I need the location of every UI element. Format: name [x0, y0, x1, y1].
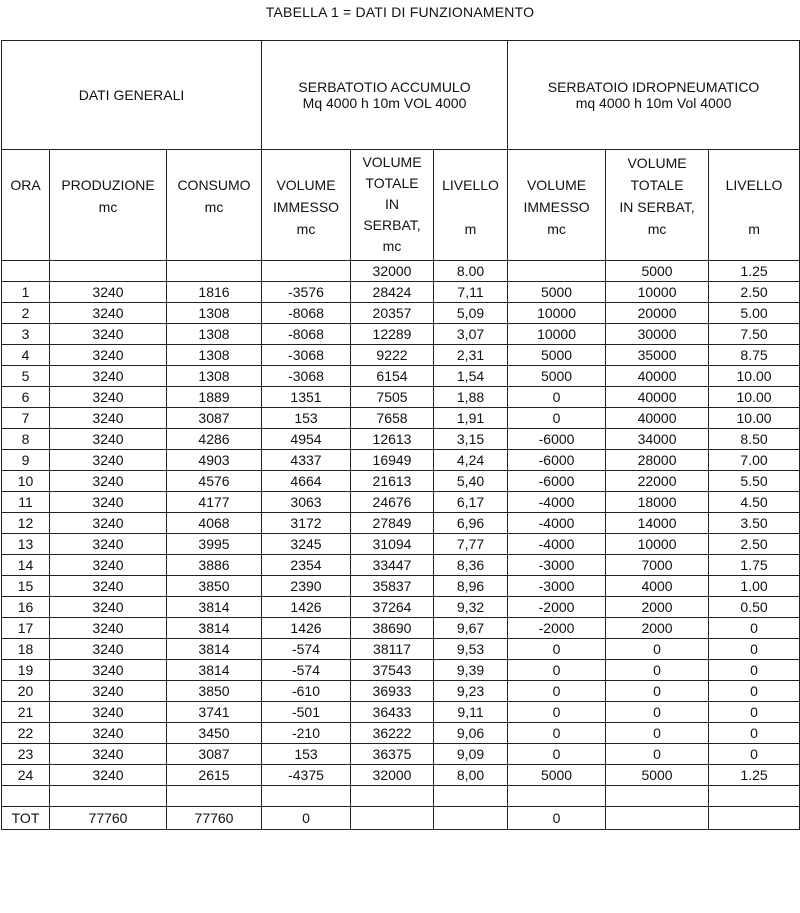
- cell-livello-accumulo: 5,40: [434, 471, 508, 492]
- cell-volume-totale-accumulo: 37264: [351, 597, 434, 618]
- cell-livello-accumulo: 9,09: [434, 744, 508, 765]
- cell-consumo: 4068: [167, 513, 262, 534]
- header-volume-totale-accumulo: VOLUME TOTALE IN SERBAT, mc: [351, 150, 434, 261]
- table-row: [2, 681, 800, 702]
- cell-ora: 10: [2, 471, 50, 492]
- cell-ora: 16: [2, 597, 50, 618]
- cell-livello-accumulo: 4,24: [434, 450, 508, 471]
- cell-volume-totale-accumulo: 9222: [351, 345, 434, 366]
- cell-livello-idro: 5.00: [709, 303, 800, 324]
- cell-consumo: 3814: [167, 618, 262, 639]
- cell-produzione: 3240: [50, 366, 167, 387]
- cell-consumo: 3995: [167, 534, 262, 555]
- empty-cell: [606, 786, 709, 807]
- cell-volume-totale-accumulo: 24676: [351, 492, 434, 513]
- cell-volume-immesso-accumulo: [262, 261, 351, 282]
- cell-volume-immesso-idro: 5000: [508, 282, 606, 303]
- total-livello-idro: [709, 807, 800, 830]
- cell-produzione: 3240: [50, 513, 167, 534]
- group-accumulo: [262, 41, 508, 150]
- table-row: [2, 492, 800, 513]
- cell-volume-immesso-accumulo: 3172: [262, 513, 351, 534]
- cell-livello-accumulo: 6,96: [434, 513, 508, 534]
- group-header-row: [2, 41, 800, 150]
- cell-consumo: 3814: [167, 639, 262, 660]
- cell-produzione: 3240: [50, 744, 167, 765]
- cell-ora: 5: [2, 366, 50, 387]
- table-row: [2, 471, 800, 492]
- table-row: [2, 702, 800, 723]
- cell-produzione: 3240: [50, 723, 167, 744]
- total-volume-totale-accumulo: [351, 807, 434, 830]
- empty-cell: [709, 786, 800, 807]
- cell-ora: 19: [2, 660, 50, 681]
- empty-cell: [351, 786, 434, 807]
- cell-volume-immesso-idro: -3000: [508, 576, 606, 597]
- cell-volume-totale-accumulo: 7505: [351, 387, 434, 408]
- cell-volume-immesso-accumulo: 1351: [262, 387, 351, 408]
- cell-volume-totale-accumulo: 33447: [351, 555, 434, 576]
- cell-consumo: 3814: [167, 597, 262, 618]
- cell-ora: 22: [2, 723, 50, 744]
- total-volume-totale-idro: [606, 807, 709, 830]
- cell-consumo: 1308: [167, 366, 262, 387]
- header-volume-immesso-idro: VOLUME IMMESSO mc: [508, 150, 606, 261]
- cell-produzione: 3240: [50, 660, 167, 681]
- group-general-label: DATI GENERALI: [78, 87, 185, 103]
- cell-volume-immesso-accumulo: 153: [262, 744, 351, 765]
- cell-volume-immesso-idro: 10000: [508, 324, 606, 345]
- header-livello-idro: LIVELLO m: [709, 150, 800, 261]
- cell-livello-idro: 10.00: [709, 387, 800, 408]
- cell-volume-totale-accumulo: 16949: [351, 450, 434, 471]
- cell-volume-immesso-idro: [508, 261, 606, 282]
- cell-volume-totale-accumulo: 35837: [351, 576, 434, 597]
- cell-volume-immesso-idro: -6000: [508, 429, 606, 450]
- cell-consumo: 1889: [167, 387, 262, 408]
- cell-volume-totale-idro: 10000: [606, 282, 709, 303]
- cell-livello-accumulo: 9,53: [434, 639, 508, 660]
- cell-volume-totale-idro: 10000: [606, 534, 709, 555]
- cell-volume-totale-accumulo: 32000: [351, 261, 434, 282]
- cell-volume-totale-accumulo: 7658: [351, 408, 434, 429]
- cell-ora: 13: [2, 534, 50, 555]
- cell-volume-totale-idro: 40000: [606, 387, 709, 408]
- cell-livello-accumulo: 1,91: [434, 408, 508, 429]
- cell-consumo: 3814: [167, 660, 262, 681]
- cell-livello-accumulo: 3,15: [434, 429, 508, 450]
- cell-ora: 11: [2, 492, 50, 513]
- cell-volume-immesso-idro: -4000: [508, 534, 606, 555]
- cell-livello-idro: 0: [709, 660, 800, 681]
- cell-volume-immesso-accumulo: -3576: [262, 282, 351, 303]
- total-consumo: 77760: [167, 807, 262, 830]
- table-row: [2, 660, 800, 681]
- group-idropneumatico: [508, 41, 800, 150]
- cell-volume-totale-idro: 18000: [606, 492, 709, 513]
- cell-volume-immesso-idro: 0: [508, 681, 606, 702]
- header-ora: ORA: [2, 150, 50, 261]
- cell-produzione: 3240: [50, 303, 167, 324]
- cell-volume-totale-idro: 0: [606, 639, 709, 660]
- table-row: [2, 324, 800, 345]
- total-row: [2, 807, 800, 830]
- cell-consumo: 3886: [167, 555, 262, 576]
- cell-produzione: 3240: [50, 597, 167, 618]
- cell-livello-idro: 1.25: [709, 765, 800, 786]
- cell-livello-idro: 1.75: [709, 555, 800, 576]
- cell-livello-accumulo: 8.00: [434, 261, 508, 282]
- cell-volume-immesso-idro: 0: [508, 744, 606, 765]
- table-row: [2, 618, 800, 639]
- cell-livello-idro: 0: [709, 639, 800, 660]
- cell-consumo: 1308: [167, 345, 262, 366]
- header-consumo: CONSUMO mc: [167, 150, 262, 261]
- group-accumulo-specs: Mq 4000 h 10m VOL 4000: [302, 95, 467, 111]
- cell-livello-idro: 7.00: [709, 450, 800, 471]
- cell-volume-immesso-idro: -2000: [508, 597, 606, 618]
- cell-volume-immesso-idro: -6000: [508, 471, 606, 492]
- total-volume-immesso-idro: 0: [508, 807, 606, 830]
- cell-ora: 3: [2, 324, 50, 345]
- cell-ora: 4: [2, 345, 50, 366]
- cell-ora: 2: [2, 303, 50, 324]
- table-row: [2, 303, 800, 324]
- cell-volume-totale-accumulo: 38117: [351, 639, 434, 660]
- cell-volume-totale-accumulo: 36433: [351, 702, 434, 723]
- table-row: [2, 366, 800, 387]
- table-row: [2, 261, 800, 282]
- cell-volume-totale-idro: 2000: [606, 618, 709, 639]
- cell-volume-totale-idro: 35000: [606, 345, 709, 366]
- cell-volume-immesso-accumulo: 4954: [262, 429, 351, 450]
- cell-livello-accumulo: 8,96: [434, 576, 508, 597]
- cell-livello-idro: 4.50: [709, 492, 800, 513]
- cell-livello-idro: 2.50: [709, 534, 800, 555]
- cell-produzione: 3240: [50, 450, 167, 471]
- cell-ora: 8: [2, 429, 50, 450]
- table-row: [2, 513, 800, 534]
- cell-consumo: 3087: [167, 744, 262, 765]
- cell-ora: 23: [2, 744, 50, 765]
- cell-volume-immesso-accumulo: 1426: [262, 618, 351, 639]
- cell-consumo: 1308: [167, 324, 262, 345]
- cell-livello-accumulo: 7,77: [434, 534, 508, 555]
- cell-livello-idro: 0.50: [709, 597, 800, 618]
- cell-livello-accumulo: 9,11: [434, 702, 508, 723]
- table-row: [2, 387, 800, 408]
- cell-volume-immesso-idro: 5000: [508, 366, 606, 387]
- cell-consumo: 4177: [167, 492, 262, 513]
- cell-volume-immesso-accumulo: 4337: [262, 450, 351, 471]
- cell-volume-immesso-idro: 0: [508, 702, 606, 723]
- table-row: [2, 345, 800, 366]
- cell-volume-totale-idro: 34000: [606, 429, 709, 450]
- cell-produzione: 3240: [50, 765, 167, 786]
- group-idro-specs: mq 4000 h 10m Vol 4000: [575, 95, 732, 111]
- cell-volume-immesso-idro: -6000: [508, 450, 606, 471]
- cell-volume-immesso-idro: 5000: [508, 345, 606, 366]
- cell-volume-immesso-idro: 5000: [508, 765, 606, 786]
- table-row: [2, 576, 800, 597]
- cell-produzione: 3240: [50, 471, 167, 492]
- cell-produzione: 3240: [50, 492, 167, 513]
- cell-volume-immesso-accumulo: 1426: [262, 597, 351, 618]
- cell-consumo: 4286: [167, 429, 262, 450]
- cell-produzione: 3240: [50, 702, 167, 723]
- cell-volume-totale-idro: 5000: [606, 765, 709, 786]
- cell-livello-idro: 3.50: [709, 513, 800, 534]
- cell-volume-totale-idro: 7000: [606, 555, 709, 576]
- cell-livello-idro: 2.50: [709, 282, 800, 303]
- cell-volume-immesso-accumulo: -501: [262, 702, 351, 723]
- cell-volume-totale-idro: 2000: [606, 597, 709, 618]
- cell-livello-accumulo: 7,11: [434, 282, 508, 303]
- cell-volume-totale-accumulo: 38690: [351, 618, 434, 639]
- table-row: [2, 639, 800, 660]
- cell-volume-totale-idro: 28000: [606, 450, 709, 471]
- cell-livello-idro: 5.50: [709, 471, 800, 492]
- cell-produzione: [50, 261, 167, 282]
- cell-produzione: 3240: [50, 576, 167, 597]
- total-ora: TOT: [2, 807, 50, 830]
- cell-volume-immesso-idro: -3000: [508, 555, 606, 576]
- table-row: [2, 723, 800, 744]
- total-volume-immesso-accumulo: 0: [262, 807, 351, 830]
- empty-cell: [167, 786, 262, 807]
- cell-produzione: 3240: [50, 345, 167, 366]
- cell-consumo: 3741: [167, 702, 262, 723]
- cell-volume-totale-idro: 22000: [606, 471, 709, 492]
- cell-ora: 7: [2, 408, 50, 429]
- cell-volume-immesso-idro: 0: [508, 723, 606, 744]
- cell-volume-immesso-accumulo: 2354: [262, 555, 351, 576]
- table-row: [2, 765, 800, 786]
- cell-produzione: 3240: [50, 429, 167, 450]
- cell-livello-accumulo: 9,06: [434, 723, 508, 744]
- cell-volume-totale-accumulo: 31094: [351, 534, 434, 555]
- cell-volume-totale-idro: 5000: [606, 261, 709, 282]
- cell-livello-accumulo: 1,54: [434, 366, 508, 387]
- cell-consumo: 3450: [167, 723, 262, 744]
- cell-volume-immesso-accumulo: 3063: [262, 492, 351, 513]
- cell-consumo: 2615: [167, 765, 262, 786]
- cell-volume-immesso-idro: -4000: [508, 513, 606, 534]
- empty-cell: [434, 786, 508, 807]
- cell-volume-immesso-accumulo: 2390: [262, 576, 351, 597]
- cell-ora: 18: [2, 639, 50, 660]
- cell-ora: 6: [2, 387, 50, 408]
- cell-livello-idro: 1.00: [709, 576, 800, 597]
- table-row: [2, 555, 800, 576]
- cell-volume-immesso-accumulo: -8068: [262, 324, 351, 345]
- cell-volume-immesso-accumulo: -4375: [262, 765, 351, 786]
- table-row: [2, 534, 800, 555]
- table-row: [2, 429, 800, 450]
- cell-volume-totale-accumulo: 28424: [351, 282, 434, 303]
- blank-row: [2, 786, 800, 807]
- cell-volume-immesso-idro: -4000: [508, 492, 606, 513]
- table-row: [2, 408, 800, 429]
- cell-livello-accumulo: 2,31: [434, 345, 508, 366]
- cell-volume-immesso-accumulo: -610: [262, 681, 351, 702]
- cell-ora: [2, 261, 50, 282]
- group-idro-title: SERBATOIO IDROPNEUMATICO: [547, 79, 760, 95]
- table-row: [2, 597, 800, 618]
- cell-livello-accumulo: 8,00: [434, 765, 508, 786]
- cell-volume-immesso-accumulo: -3068: [262, 366, 351, 387]
- empty-cell: [50, 786, 167, 807]
- header-volume-immesso-accumulo: VOLUME IMMESSO mc: [262, 150, 351, 261]
- cell-volume-immesso-idro: 0: [508, 660, 606, 681]
- cell-livello-accumulo: 1,88: [434, 387, 508, 408]
- cell-produzione: 3240: [50, 408, 167, 429]
- cell-livello-accumulo: 9,67: [434, 618, 508, 639]
- cell-produzione: 3240: [50, 282, 167, 303]
- header-volume-totale-idro: VOLUME TOTALE IN SERBAT, mc: [606, 150, 709, 261]
- group-general: [2, 41, 262, 150]
- cell-livello-idro: 10.00: [709, 408, 800, 429]
- cell-consumo: 3087: [167, 408, 262, 429]
- cell-livello-idro: 8.50: [709, 429, 800, 450]
- cell-produzione: 3240: [50, 324, 167, 345]
- cell-volume-totale-idro: 14000: [606, 513, 709, 534]
- table-row: [2, 744, 800, 765]
- cell-consumo: 4576: [167, 471, 262, 492]
- cell-ora: 12: [2, 513, 50, 534]
- cell-volume-totale-idro: 0: [606, 744, 709, 765]
- cell-consumo: 4903: [167, 450, 262, 471]
- operating-data-table: [1, 40, 800, 830]
- cell-volume-totale-idro: 0: [606, 723, 709, 744]
- total-produzione: 77760: [50, 807, 167, 830]
- group-accumulo-title: SERBATOTIO ACCUMULO: [298, 79, 471, 95]
- cell-volume-immesso-accumulo: -574: [262, 660, 351, 681]
- cell-livello-idro: 1.25: [709, 261, 800, 282]
- cell-ora: 1: [2, 282, 50, 303]
- cell-livello-accumulo: 5,09: [434, 303, 508, 324]
- cell-volume-totale-idro: 0: [606, 702, 709, 723]
- empty-cell: [262, 786, 351, 807]
- cell-volume-totale-accumulo: 6154: [351, 366, 434, 387]
- cell-livello-accumulo: 3,07: [434, 324, 508, 345]
- cell-livello-idro: 8.75: [709, 345, 800, 366]
- cell-volume-totale-idro: 20000: [606, 303, 709, 324]
- cell-livello-accumulo: 6,17: [434, 492, 508, 513]
- cell-livello-idro: 10.00: [709, 366, 800, 387]
- cell-consumo: 3850: [167, 681, 262, 702]
- cell-livello-accumulo: 8,36: [434, 555, 508, 576]
- cell-volume-immesso-accumulo: -574: [262, 639, 351, 660]
- cell-volume-totale-accumulo: 27849: [351, 513, 434, 534]
- cell-produzione: 3240: [50, 681, 167, 702]
- cell-consumo: 1308: [167, 303, 262, 324]
- cell-volume-totale-accumulo: 36933: [351, 681, 434, 702]
- cell-volume-immesso-accumulo: 153: [262, 408, 351, 429]
- column-header-row: [2, 150, 800, 261]
- total-livello-accumulo: [434, 807, 508, 830]
- cell-livello-idro: 0: [709, 681, 800, 702]
- cell-volume-totale-accumulo: 12613: [351, 429, 434, 450]
- header-produzione: PRODUZIONE mc: [50, 150, 167, 261]
- cell-consumo: 3850: [167, 576, 262, 597]
- cell-livello-accumulo: 9,39: [434, 660, 508, 681]
- cell-volume-totale-idro: 40000: [606, 408, 709, 429]
- cell-livello-idro: 0: [709, 702, 800, 723]
- cell-volume-immesso-idro: 10000: [508, 303, 606, 324]
- cell-livello-idro: 0: [709, 618, 800, 639]
- cell-ora: 21: [2, 702, 50, 723]
- cell-volume-totale-idro: 40000: [606, 366, 709, 387]
- cell-produzione: 3240: [50, 639, 167, 660]
- cell-consumo: [167, 261, 262, 282]
- table-row: [2, 282, 800, 303]
- cell-volume-totale-accumulo: 36375: [351, 744, 434, 765]
- cell-volume-totale-accumulo: 21613: [351, 471, 434, 492]
- cell-volume-immesso-idro: -2000: [508, 618, 606, 639]
- cell-volume-immesso-accumulo: -3068: [262, 345, 351, 366]
- cell-ora: 17: [2, 618, 50, 639]
- cell-livello-accumulo: 9,23: [434, 681, 508, 702]
- cell-ora: 9: [2, 450, 50, 471]
- cell-produzione: 3240: [50, 387, 167, 408]
- cell-volume-totale-idro: 0: [606, 660, 709, 681]
- cell-ora: 20: [2, 681, 50, 702]
- cell-volume-immesso-idro: 0: [508, 639, 606, 660]
- table-row: [2, 450, 800, 471]
- cell-ora: 24: [2, 765, 50, 786]
- cell-volume-immesso-idro: 0: [508, 387, 606, 408]
- cell-livello-accumulo: 9,32: [434, 597, 508, 618]
- cell-volume-totale-idro: 4000: [606, 576, 709, 597]
- cell-volume-immesso-accumulo: -8068: [262, 303, 351, 324]
- cell-volume-totale-accumulo: 37543: [351, 660, 434, 681]
- cell-livello-idro: 0: [709, 723, 800, 744]
- cell-produzione: 3240: [50, 618, 167, 639]
- cell-volume-totale-idro: 30000: [606, 324, 709, 345]
- cell-ora: 15: [2, 576, 50, 597]
- cell-volume-totale-accumulo: 20357: [351, 303, 434, 324]
- cell-volume-totale-accumulo: 32000: [351, 765, 434, 786]
- cell-produzione: 3240: [50, 534, 167, 555]
- cell-produzione: 3240: [50, 555, 167, 576]
- cell-livello-idro: 7.50: [709, 324, 800, 345]
- cell-livello-idro: 0: [709, 744, 800, 765]
- empty-cell: [2, 786, 50, 807]
- cell-volume-immesso-idro: 0: [508, 408, 606, 429]
- header-livello-accumulo: LIVELLO m: [434, 150, 508, 261]
- cell-volume-immesso-accumulo: -210: [262, 723, 351, 744]
- cell-volume-immesso-accumulo: 4664: [262, 471, 351, 492]
- cell-volume-totale-accumulo: 36222: [351, 723, 434, 744]
- cell-volume-immesso-accumulo: 3245: [262, 534, 351, 555]
- table-title: TABELLA 1 = DATI DI FUNZIONAMENTO: [265, 4, 535, 20]
- empty-cell: [508, 786, 606, 807]
- cell-volume-totale-accumulo: 12289: [351, 324, 434, 345]
- cell-volume-totale-idro: 0: [606, 681, 709, 702]
- cell-consumo: 1816: [167, 282, 262, 303]
- cell-ora: 14: [2, 555, 50, 576]
